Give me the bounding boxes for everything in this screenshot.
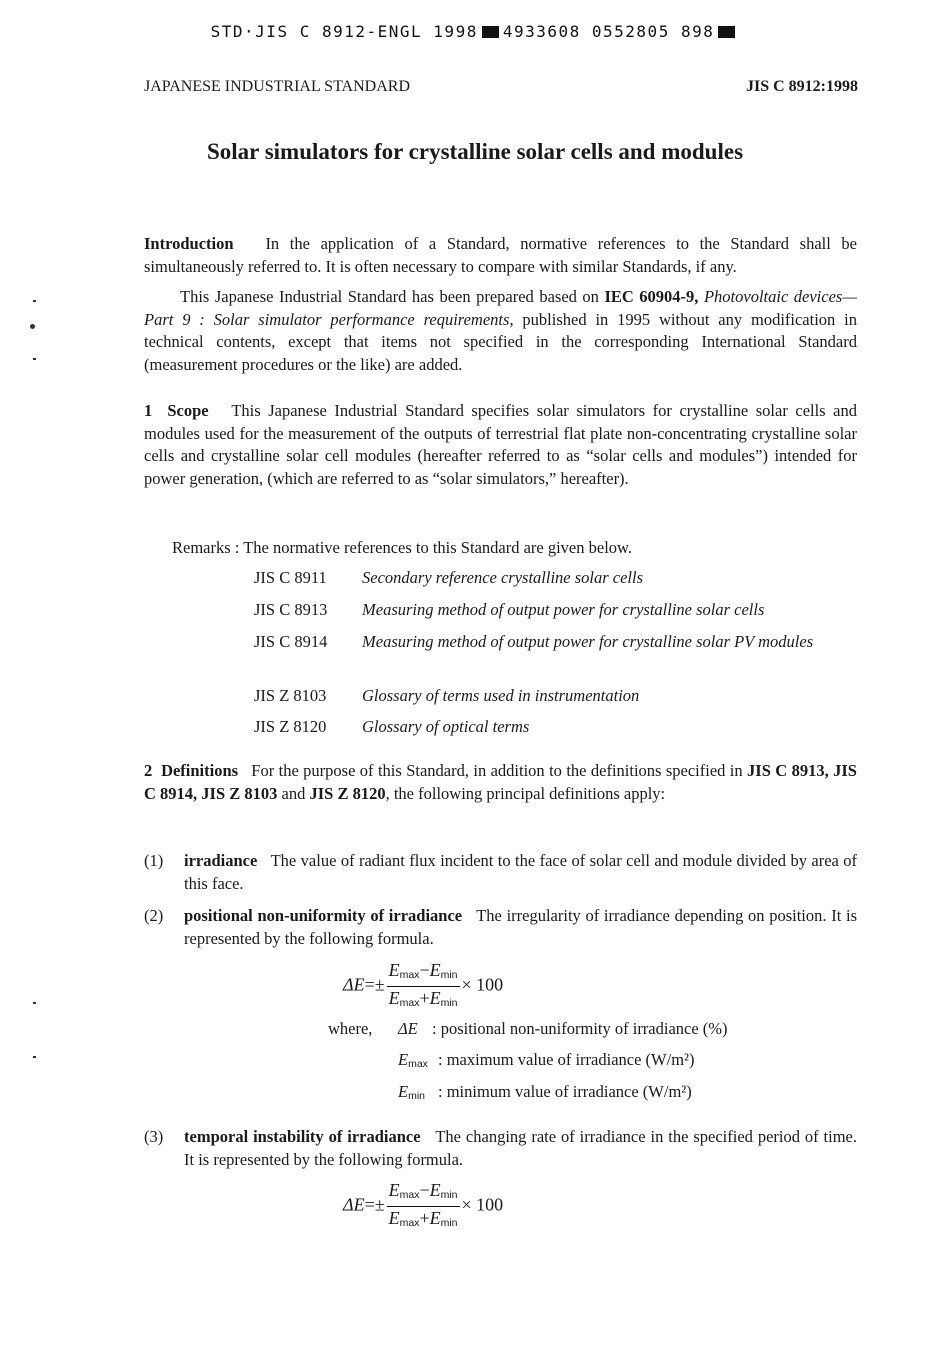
introduction-heading: Introduction <box>144 234 234 253</box>
e-symbol: E <box>388 960 400 980</box>
definition-number: (2) <box>144 906 164 925</box>
subscript-max: max <box>399 997 420 1009</box>
formula-multiplier: × 100 <box>461 974 504 995</box>
formula-lhs: ΔE <box>343 1194 365 1215</box>
definition-text: The changing rate of irradiance in the specified period of time. It is represented by the following formula. <box>184 1127 858 1169</box>
where-symbol: E <box>398 1082 409 1101</box>
definition-text: The irregularity of irradiance depending on position. It is represented by the following formula. <box>184 906 857 948</box>
definitions-number: 2 <box>144 761 153 780</box>
scope-heading: Scope <box>167 401 209 420</box>
minus-sign: − <box>419 1180 430 1200</box>
e-symbol: E <box>429 988 441 1008</box>
scope-text: This Japanese Industrial Standard specifies solar simulators for crystalline solar cells and modules used for the measurement of the outputs of terrestrial flat plate non-concentrating crystalline solar cells and crystalline solar cell modules (hereafter referred to as “solar cells and modules”) intended for power generation, (which are referred to as “solar simulators,” hereafter). <box>144 401 857 488</box>
formula-equals: =± <box>364 974 385 995</box>
reference-row <box>254 599 858 621</box>
subscript-min: min <box>440 1189 458 1201</box>
basis-text-end: , published in 1995 without any modification in technical contents, except that items not specified in the corresponding International Standard (measurement procedures or the like) are added. <box>144 309 857 374</box>
definition-text: The value of radiant flux incident to the face of solar cell and module divided by area of this face. <box>184 851 858 893</box>
formula-multiplier: × 100 <box>461 1194 504 1215</box>
definition-number: (3) <box>144 1127 164 1146</box>
definitions-intro: For the purpose of this Standard, in addition to the definitions specified in <box>251 761 748 780</box>
margin-mark <box>33 300 36 302</box>
reference-row <box>254 716 858 738</box>
where-description: : maximum value of irradiance (W/m²) <box>438 1050 695 1069</box>
reference-title: Glossary of terms used in instrumentation <box>362 686 640 705</box>
header-standard-number: JIS C 8912:1998 <box>745 78 858 95</box>
document-code-b: 4933608 0552805 898 <box>502 22 715 41</box>
formula-equals: =± <box>364 1194 385 1215</box>
e-symbol: E <box>429 1180 441 1200</box>
where-label: where, <box>328 1019 373 1038</box>
iec-reference: IEC 60904-9, <box>604 287 699 306</box>
definition-item <box>184 1126 857 1171</box>
definitions-references: JIS C 8913, JIS C 8914, JIS Z 8103 <box>144 761 857 803</box>
definition-item <box>184 905 857 950</box>
margin-dot <box>30 324 35 329</box>
definition-item <box>184 850 857 895</box>
definition-term: temporal instability of irradiance <box>184 1127 421 1146</box>
e-symbol: E <box>388 1180 400 1200</box>
formula-fraction <box>387 960 460 1013</box>
black-block <box>718 26 735 38</box>
where-subscript: max <box>408 1058 428 1070</box>
scope-number: 1 <box>144 401 153 420</box>
formula-fraction <box>387 1180 460 1233</box>
e-symbol: E <box>388 988 400 1008</box>
where-description: : positional non-uniformity of irradiance (%) <box>432 1019 728 1038</box>
plus-sign: + <box>419 1208 430 1228</box>
introduction-text: In the application of a Standard, normative references to the Standard shall be simultaneously referred to. It is often necessary to compare with similar Standards, if any. <box>144 234 858 276</box>
reference-title: Measuring method of output power for crystalline solar PV modules <box>362 632 814 651</box>
iec-title: Photovoltaic devices—Part 9 : Solar simulator performance requirements <box>144 287 858 329</box>
minus-sign: − <box>419 960 430 980</box>
document-code-line <box>0 22 950 41</box>
margin-mark <box>33 1056 36 1058</box>
definition-number: (1) <box>144 851 164 870</box>
scope-section <box>144 400 857 490</box>
introduction-paragraph <box>144 233 857 278</box>
e-symbol: E <box>429 960 441 980</box>
document-code-a: STD·JIS C 8912-ENGL 1998 <box>210 22 478 41</box>
margin-mark <box>33 358 36 360</box>
reference-row <box>254 631 858 675</box>
reference-code: JIS C 8914 <box>254 632 328 651</box>
page-title: Solar simulators for crystalline solar cells and modules <box>206 139 744 164</box>
definitions-intro-end: , the following principal definitions apply: <box>385 783 666 803</box>
plus-sign: + <box>419 988 430 1008</box>
remarks-intro: Remarks : The normative references to this Standard are given below. <box>172 538 633 557</box>
reference-code: JIS Z 8103 <box>254 686 327 705</box>
reference-title: Glossary of optical terms <box>362 717 530 736</box>
definition-term: positional non-uniformity of irradiance <box>184 906 463 925</box>
subscript-max: max <box>399 1189 420 1201</box>
e-symbol: E <box>429 1208 441 1228</box>
margin-mark <box>33 1002 36 1004</box>
subscript-min: min <box>440 969 458 981</box>
subscript-max: max <box>399 969 420 981</box>
basis-text: This Japanese Industrial Standard has been prepared based on <box>180 287 605 306</box>
reference-title: Measuring method of output power for crystalline solar cells <box>362 600 765 619</box>
reference-code: JIS C 8913 <box>254 600 328 619</box>
where-row <box>398 1049 694 1076</box>
subscript-min: min <box>440 1217 458 1229</box>
reference-title: Secondary reference crystalline solar cells <box>362 568 644 587</box>
where-row <box>398 1081 692 1108</box>
where-row <box>398 1018 728 1041</box>
black-block <box>482 26 499 38</box>
formula-nonuniformity <box>343 960 503 1013</box>
where-symbol: E <box>398 1050 409 1069</box>
subscript-max: max <box>399 1217 420 1229</box>
definitions-reference-last: JIS Z 8120 <box>309 783 386 803</box>
where-description: : minimum value of irradiance (W/m²) <box>438 1082 692 1101</box>
reference-code: JIS Z 8120 <box>254 717 327 736</box>
formula-lhs: ΔE <box>343 974 365 995</box>
subscript-min: min <box>440 997 458 1009</box>
reference-row <box>254 685 858 707</box>
where-subscript: min <box>408 1090 426 1102</box>
formula-instability <box>343 1180 503 1233</box>
reference-code: JIS C 8911 <box>254 568 327 587</box>
e-symbol: E <box>388 1208 400 1228</box>
definition-term: irradiance <box>184 851 258 870</box>
definitions-and: and <box>277 783 310 803</box>
definitions-section <box>144 760 857 805</box>
header-standard-label: JAPANESE INDUSTRIAL STANDARD <box>144 78 410 95</box>
reference-row <box>254 567 858 589</box>
definitions-heading: Definitions <box>161 761 239 780</box>
introduction-basis-paragraph <box>144 286 857 376</box>
where-symbol: ΔE <box>398 1019 418 1038</box>
